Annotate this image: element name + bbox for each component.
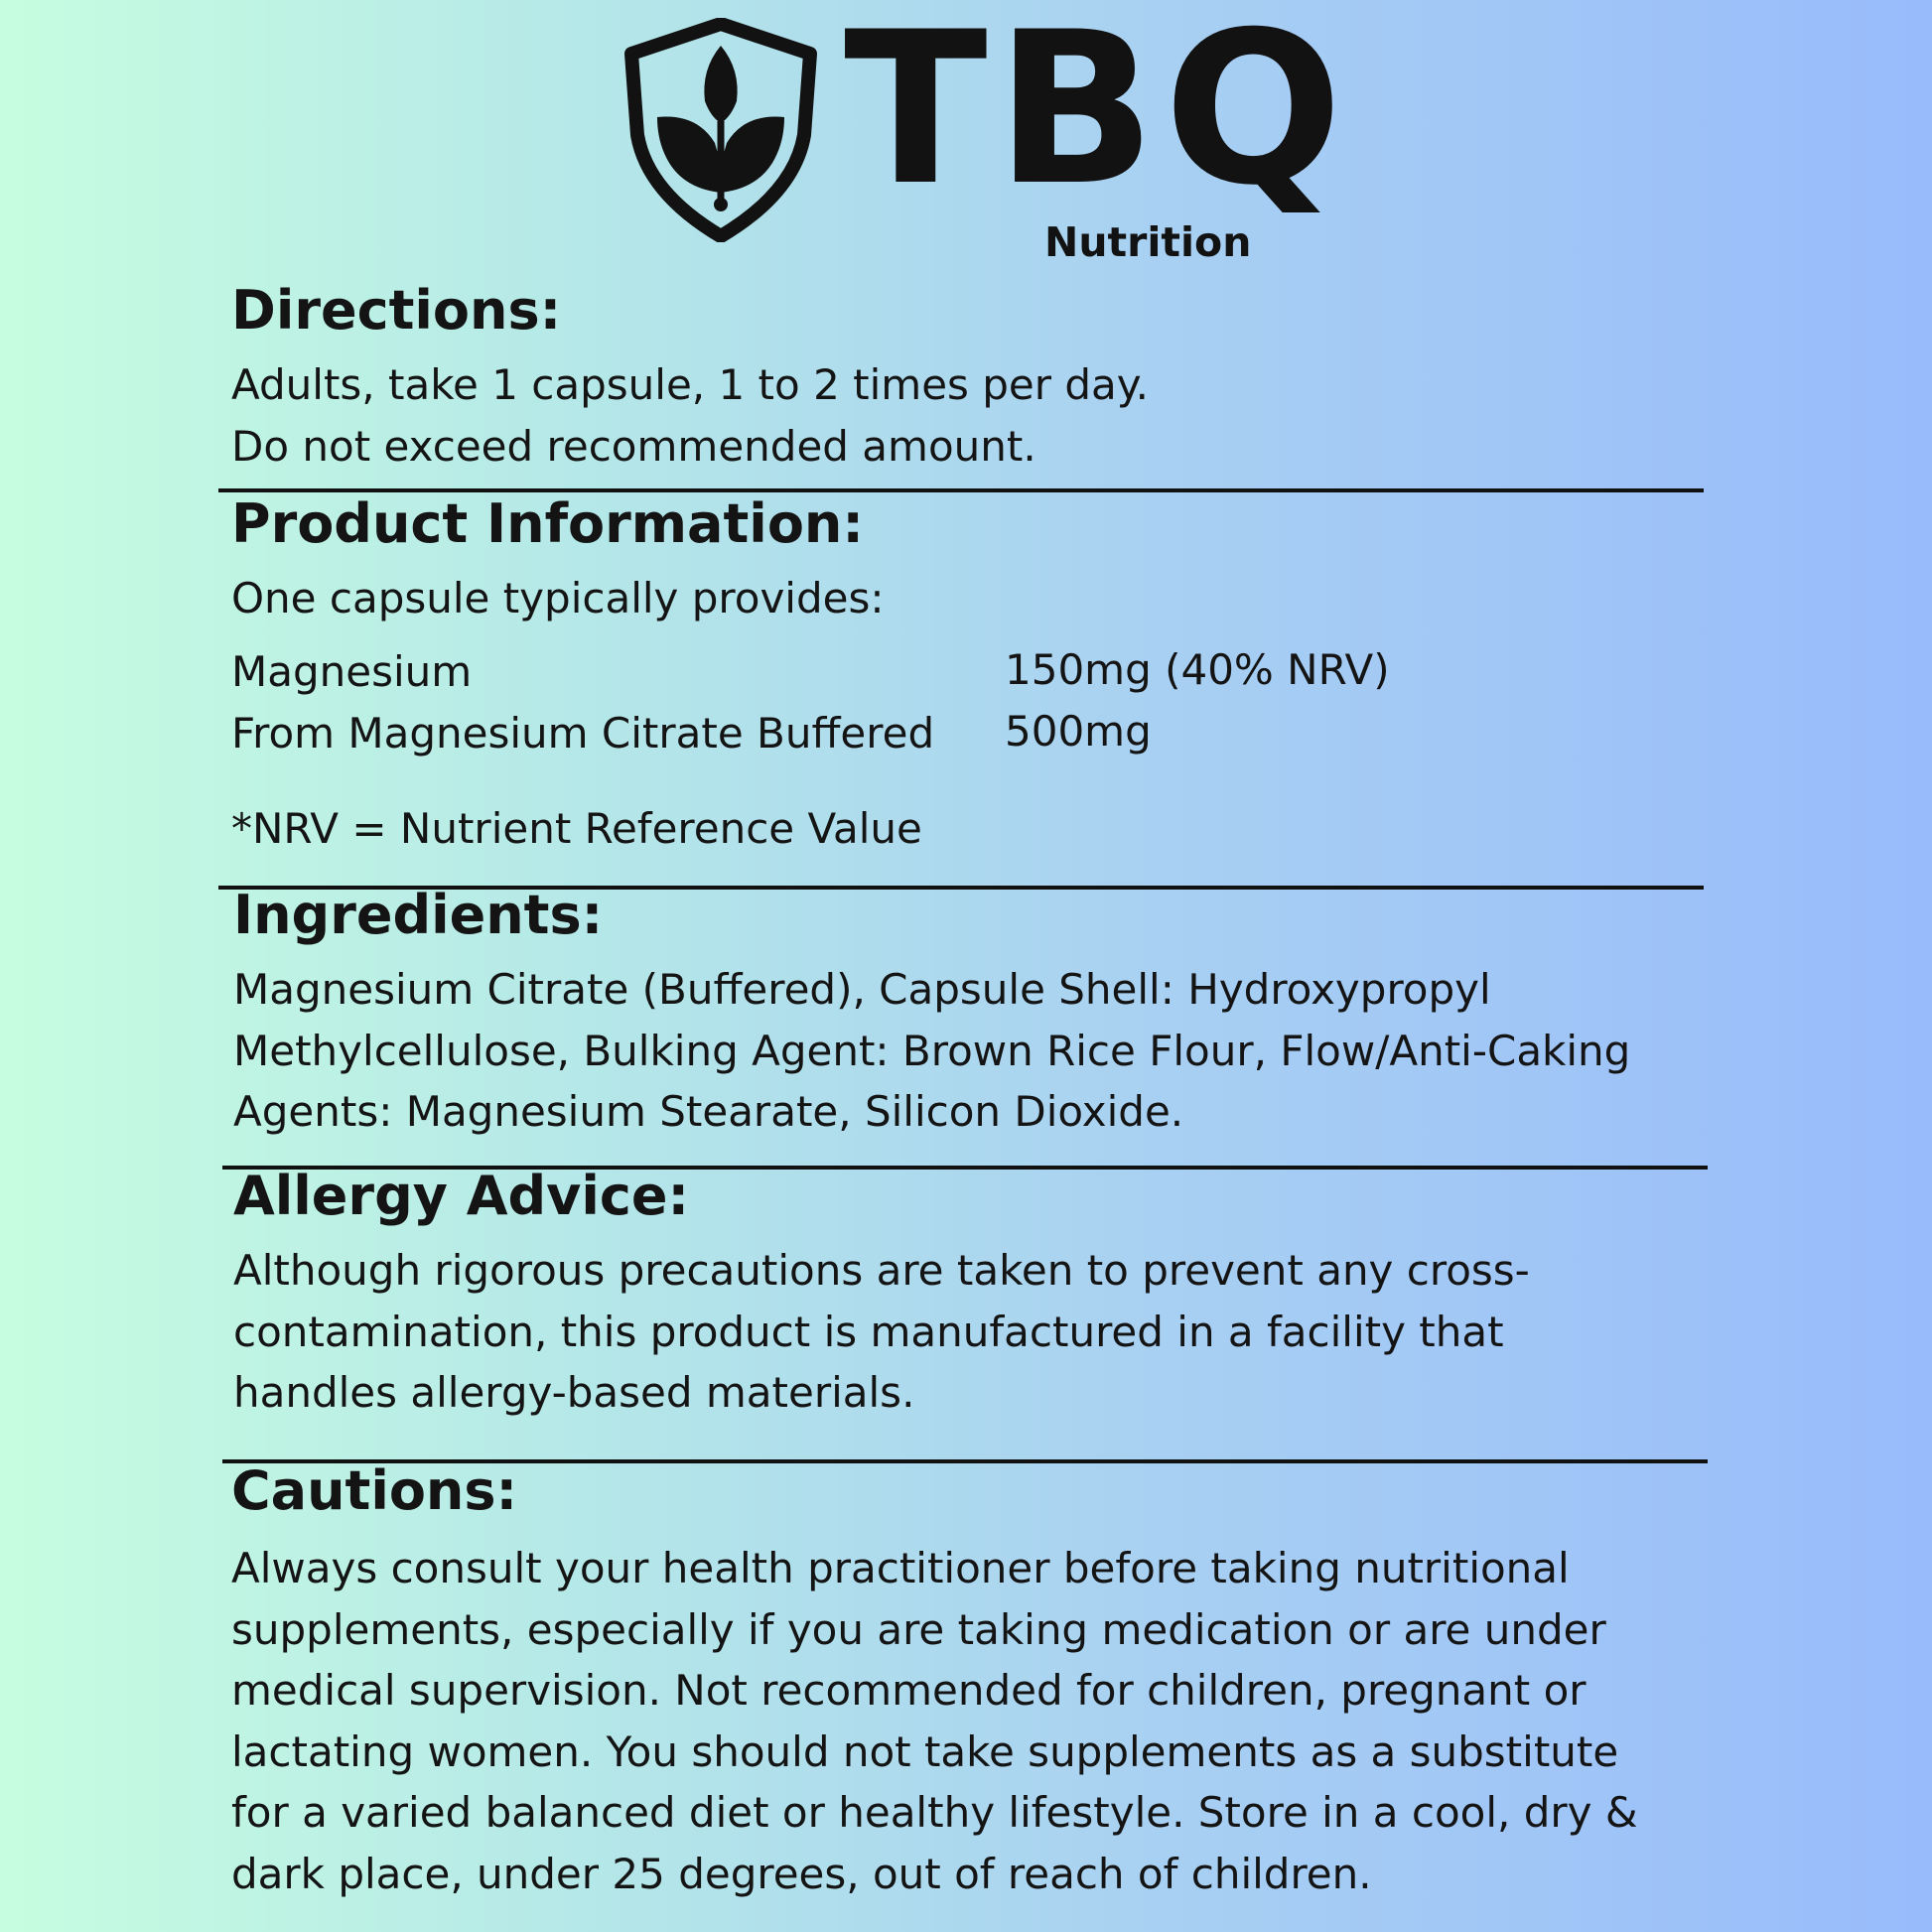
product-info-heading: Product Information: <box>231 492 864 555</box>
nutrient-label: Magnesium <box>231 647 473 696</box>
ingredients-line: Agents: Magnesium Stearate, Silicon Dioxide. <box>233 1087 1184 1136</box>
directions-line: Do not exceed recommended amount. <box>231 421 1036 471</box>
cautions-line: dark place, under 25 degrees, out of reach of children. <box>231 1849 1372 1898</box>
ingredients-line: Methylcellulose, Bulking Agent: Brown Rice Flour, Flow/Anti-Caking <box>233 1026 1631 1075</box>
cautions-heading: Cautions: <box>231 1459 518 1522</box>
allergy-line: handles allergy-based materials. <box>233 1368 915 1417</box>
shield-leaf-icon <box>623 18 818 242</box>
allergy-heading: Allergy Advice: <box>233 1165 690 1227</box>
brand-name: TBQ <box>844 0 1351 231</box>
allergy-text <box>233 1240 1723 1424</box>
ingredients-line: Magnesium Citrate (Buffered), Capsule Shell: Hydroxypropyl <box>233 965 1491 1014</box>
cautions-line: for a varied balanced diet or healthy lifestyle. Store in a cool, dry & <box>231 1788 1638 1837</box>
cautions-line: lactating women. You should not take supplements as a substitute <box>231 1726 1619 1776</box>
cautions-line: medical supervision. Not recommended for children, pregnant or <box>231 1666 1587 1715</box>
cautions-text <box>231 1538 1721 1904</box>
directions-text <box>231 354 1721 477</box>
brand-subtitle: Nutrition <box>1044 218 1252 266</box>
ingredients-heading: Ingredients: <box>233 884 604 946</box>
ingredients-text <box>233 959 1723 1143</box>
nutrient-value: 150mg (40% NRV) <box>1005 645 1390 694</box>
directions-heading: Directions: <box>231 279 562 342</box>
directions-line: Adults, take 1 capsule, 1 to 2 times per day. <box>231 360 1149 409</box>
nutrient-value: 500mg <box>1005 707 1152 756</box>
nrv-footnote: *NRV = Nutrient Reference Value <box>231 804 922 853</box>
cautions-line: Always consult your health practitioner before taking nutritional <box>231 1544 1570 1592</box>
allergy-line: contamination, this product is manufactured in a facility that <box>233 1307 1504 1356</box>
cautions-line: supplements, especially if you are taking medication or are under <box>231 1604 1606 1654</box>
brand-logo <box>623 0 1351 276</box>
nutrient-label: From Magnesium Citrate Buffered <box>231 709 935 758</box>
product-info-intro: One capsule typically provides: <box>231 574 885 622</box>
allergy-line: Although rigorous precautions are taken to prevent any cross- <box>233 1246 1530 1295</box>
